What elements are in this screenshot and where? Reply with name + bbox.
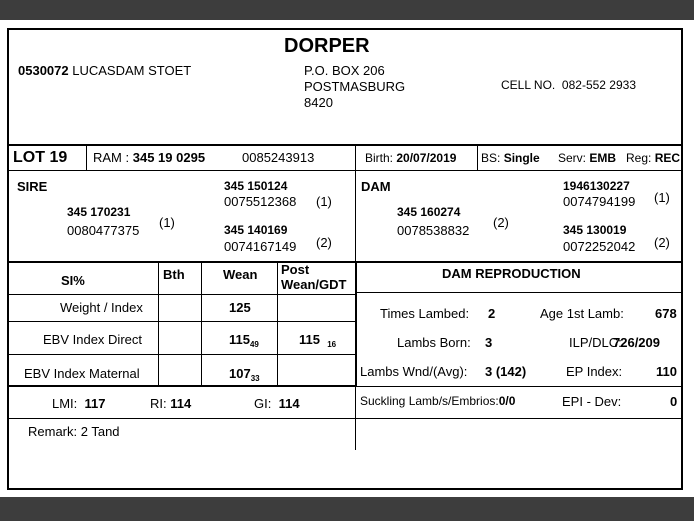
si-row-label: EBV Index Direct [43, 332, 142, 347]
si-row-label: EBV Index Maternal [24, 366, 140, 381]
repro-value: 3 (142) [485, 364, 527, 379]
lot-number: LOT 19 [13, 149, 68, 166]
sire-dam-number: 345 140169 [224, 223, 288, 237]
sire-sire-number: 345 150124 [224, 179, 288, 193]
divider [9, 321, 356, 322]
sire-marker: (1) [159, 215, 175, 230]
breeder-number: 0530072 [18, 63, 69, 78]
sire-id: 0080477375 [67, 223, 140, 238]
divider [9, 294, 356, 295]
dam-sire-number: 1946130227 [563, 179, 630, 193]
post-wean-header: Post Wean/GDT [281, 262, 347, 292]
breed-title: DORPER [284, 35, 370, 57]
sire-sire-id: 0075512368 [224, 194, 297, 209]
address-line-1: P.O. BOX 206 [304, 63, 385, 78]
dam-dam-number: 345 130019 [563, 223, 627, 237]
divider [158, 263, 159, 385]
divider [9, 354, 356, 355]
si-row-wean: $115_{49}$ [229, 332, 259, 349]
divider [86, 144, 87, 170]
repro-label: ILP/DLC: [569, 335, 622, 350]
ram-label: RAM : [93, 150, 130, 165]
dam-reproduction-heading: DAM REPRODUCTION [442, 266, 581, 281]
sire-sire-marker: (1) [316, 194, 332, 209]
repro-label: Age 1st Lamb: [540, 306, 624, 321]
address-block [304, 63, 405, 111]
ram-info [93, 150, 205, 165]
dam-sire-id: 0074794199 [563, 194, 636, 209]
divider [9, 418, 681, 419]
repro-value: 3 [485, 335, 493, 350]
birth-status: BS: Single [481, 151, 540, 165]
top-dark-band [0, 0, 694, 20]
si-row-wean: $107_{33}$ [229, 366, 260, 383]
divider [477, 144, 478, 170]
ram-id: 0085243913 [242, 150, 315, 165]
breeder-name: LUCASDAM STOET [72, 63, 192, 78]
remark: Remark: 2 Tand [28, 424, 120, 439]
dam-marker: (2) [493, 215, 509, 230]
si-header: SI% [61, 273, 85, 288]
repro-label: Times Lambed: [380, 306, 470, 321]
gi-index: GI: 114 [254, 396, 300, 411]
lmi-index: LMI: 117 [52, 396, 106, 411]
sale-card [7, 28, 683, 490]
bottom-dark-band [0, 497, 694, 521]
breeder-line [18, 63, 191, 78]
address-line-2: POSTMASBURG [304, 79, 406, 94]
divider [277, 263, 278, 385]
dam-dam-id: 0072252042 [563, 239, 636, 254]
repro-value: 726/209 [613, 335, 660, 350]
repro-label: EP Index: [566, 364, 623, 379]
si-row-wean: 125 [229, 300, 251, 315]
dam-number: 345 160274 [397, 205, 461, 219]
ram-number: 345 19 0295 [132, 150, 206, 165]
sire-dam-marker: (2) [316, 235, 332, 250]
service-type: Serv: EMB [558, 151, 617, 165]
sire-heading: SIRE [17, 179, 48, 194]
suckling-info: Suckling Lamb/s/Embrios:0/0 [360, 394, 516, 408]
ri-index: RI: 114 [150, 396, 192, 411]
divider [9, 144, 681, 146]
divider [9, 170, 681, 171]
divider [355, 261, 357, 387]
divider [9, 385, 357, 387]
repro-label: Lambs Born: [397, 335, 471, 350]
sire-dam-id: 0074167149 [224, 239, 297, 254]
bth-header: Bth [163, 267, 185, 282]
repro-value: 678 [655, 306, 677, 321]
divider [355, 144, 356, 170]
dam-id: 0078538832 [397, 223, 470, 238]
si-row-post-wean: 115 $_{16}$ [299, 332, 337, 349]
birth-date: Birth: 20/07/2019 [365, 151, 457, 165]
repro-label: Lambs Wnd/(Avg): [360, 364, 468, 379]
registration: Reg: REC [626, 151, 681, 165]
cell-value: 082-552 2933 [561, 78, 636, 92]
cell-label: CELL NO. [501, 78, 556, 92]
dam-dam-marker: (2) [654, 235, 670, 250]
cell-number [501, 78, 636, 92]
repro-value: 110 [656, 364, 677, 379]
dam-sire-marker: (1) [654, 190, 670, 205]
si-row-label: Weight / Index [60, 300, 143, 315]
dam-heading: DAM [361, 179, 391, 194]
divider [356, 386, 681, 387]
divider [356, 292, 681, 293]
repro-value: 2 [488, 306, 496, 321]
sire-number: 345 170231 [67, 205, 131, 219]
repro-label: EPI - Dev: [562, 394, 622, 409]
divider [201, 263, 202, 385]
wean-header: Wean [223, 267, 258, 282]
repro-value: 0 [670, 394, 678, 409]
address-line-3: 8420 [304, 95, 333, 110]
